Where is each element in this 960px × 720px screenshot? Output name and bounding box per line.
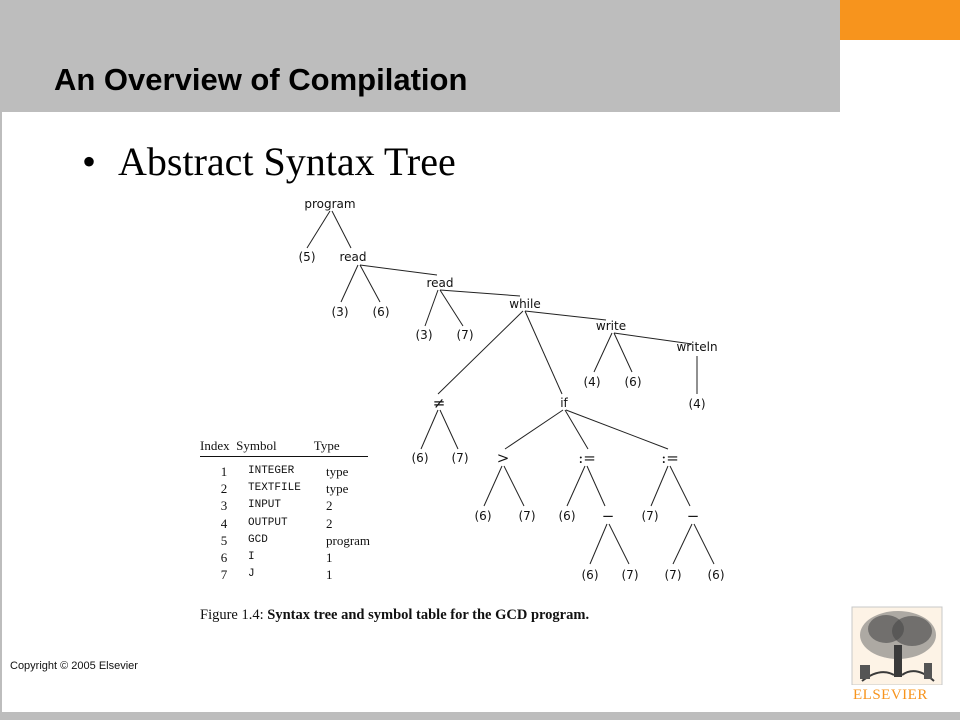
cell-type: 2 <box>326 498 333 514</box>
node-3b: (3) <box>415 328 433 342</box>
table-row <box>200 463 386 480</box>
caption-label: Figure 1.4: <box>200 607 264 623</box>
node-7e: (7) <box>621 568 639 582</box>
cell-index: 4 <box>220 515 228 531</box>
node-6g: (6) <box>707 568 725 582</box>
node-5: (5) <box>298 250 316 264</box>
node-6f: (6) <box>581 568 599 582</box>
node-6e: (6) <box>558 509 576 523</box>
header-type: Type <box>313 438 340 453</box>
node-7b: (7) <box>451 451 469 465</box>
table-row <box>200 497 386 514</box>
cell-type: 1 <box>326 549 333 565</box>
cell-type: type <box>326 481 349 497</box>
node-3a: (3) <box>331 305 349 319</box>
table-row <box>200 566 386 583</box>
cell-symbol: GCD <box>248 533 268 546</box>
table-row <box>200 549 386 566</box>
bullet-dot: • <box>82 139 97 184</box>
slide-title: An Overview of Compilation <box>54 62 468 97</box>
cell-symbol: INTEGER <box>248 465 295 477</box>
node-4a: (4) <box>583 375 601 389</box>
copyright-notice: Copyright © 2005 Elsevier <box>10 660 138 672</box>
cell-index: 2 <box>220 481 228 497</box>
elsevier-tree-logo <box>850 605 946 685</box>
node-program: program <box>304 197 356 211</box>
cell-symbol: TEXTFILE <box>248 482 301 495</box>
node-7f: (7) <box>664 568 682 582</box>
node-6b: (6) <box>624 375 642 389</box>
node-assign-1: := <box>578 449 596 467</box>
node-7d: (7) <box>641 509 659 523</box>
node-not-equal: ≠ <box>432 394 446 412</box>
node-read-2: read <box>426 276 454 290</box>
table-row <box>200 515 386 532</box>
cell-index: 5 <box>220 532 228 548</box>
table-row <box>200 532 386 549</box>
node-assign-2: := <box>661 449 679 467</box>
node-greater-than: > <box>496 449 510 467</box>
node-writeln: writeln <box>676 340 718 354</box>
cell-index: 6 <box>220 549 228 565</box>
node-read-1: read <box>339 250 367 264</box>
header-index: Index <box>200 438 230 453</box>
cell-type: type <box>326 464 349 479</box>
cell-index: 7 <box>220 567 228 583</box>
node-if: if <box>560 396 568 410</box>
cell-symbol: INPUT <box>248 499 282 512</box>
node-while: while <box>509 297 541 311</box>
node-minus-2: − <box>686 507 700 525</box>
node-6d: (6) <box>474 509 492 523</box>
node-4b: (4) <box>688 397 706 411</box>
cell-type: 2 <box>326 515 333 531</box>
header-symbol: Symbol <box>236 438 277 453</box>
table-row <box>200 480 386 497</box>
elsevier-wordmark: ELSEVIER <box>853 687 928 703</box>
cell-type: 1 <box>326 567 333 583</box>
symbol-table <box>200 438 386 583</box>
node-minus-1: − <box>601 507 615 525</box>
figure-caption <box>200 607 589 624</box>
bullet-text: Abstract Syntax Tree <box>118 139 456 184</box>
cell-symbol: I <box>248 550 255 563</box>
symbol-table-header <box>200 438 368 457</box>
caption-text: Syntax tree and symbol table for the GCD program. <box>267 607 590 623</box>
node-write: write <box>595 319 627 333</box>
cell-index: 3 <box>220 498 228 514</box>
cell-symbol: J <box>248 568 255 581</box>
cell-symbol: OUTPUT <box>248 516 288 529</box>
node-6c: (6) <box>411 451 429 465</box>
cell-type: program <box>326 532 371 548</box>
node-7a: (7) <box>456 328 474 342</box>
node-7c: (7) <box>518 509 536 523</box>
node-6a: (6) <box>372 305 390 319</box>
cell-index: 1 <box>220 464 228 479</box>
